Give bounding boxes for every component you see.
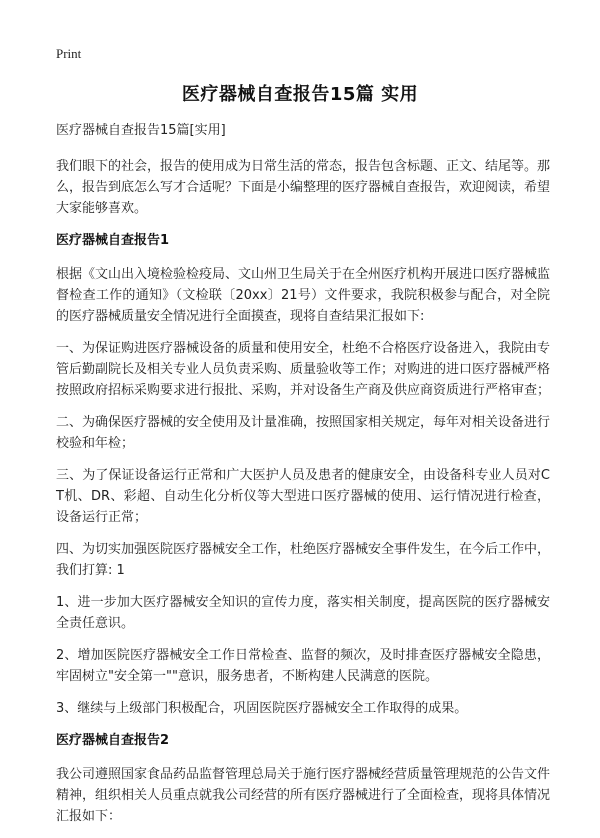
section-1-paragraph: 三、为了保证设备运行正常和广大医护人员及患者的健康安全，由设备科专业人员对CT机、DR、彩超、自动生化分析仪等大型进口医疗器械的使用、运行情况进行检查，设备运行正常； [56, 468, 550, 525]
section-1-paragraph: 1、进一步加大医疗器械安全知识的宣传力度，落实相关制度，提高医院的医疗器械安全责任意识。 [56, 595, 550, 631]
section-1-heading: 医疗器械自查报告1 [56, 233, 170, 248]
section-1-paragraph: 3、继续与上级部门积极配合，巩固医院医疗器械安全工作取得的成果。 [56, 701, 468, 716]
section-1-paragraph: 二、为确保医疗器械的安全使用及计量准确，按照国家相关规定，每年对相关设备进行校验和年检； [56, 415, 551, 451]
section-2-paragraph: 我公司遵照国家食品药品监督管理总局关于施行医疗器械经营质量管理规范的公告文件精神，组织相关人员重点就我公司经营的所有医疗器械进行了全面检查，现将具体情况汇报如下： [56, 767, 551, 824]
section-1-paragraph: 一、为保证购进医疗器械设备的质量和使用安全，杜绝不合格医疗设备进入，我院由专管后勤副院长及相关专业人员负责采购、质量验收等工作；对购进的进口医疗器械严格按照政府招标采购要求进行报批、采购，并对设备生产商及供应商资质进行严格审查； [56, 341, 551, 398]
intro-paragraph: 我们眼下的社会，报告的使用成为日常生活的常态，报告包含标题、正文、结尾等。那么，报告到底怎么写才合适呢？下面是小编整理的医疗器械自查报告，欢迎阅读，希望大家能够喜欢。 [56, 159, 551, 216]
document-body [56, 120, 550, 838]
document-subtitle: 医疗器械自查报告15篇[实用] [56, 123, 226, 138]
document-title: 医疗器械自查报告15篇 实用 [181, 84, 419, 105]
print-label: Print [56, 46, 82, 61]
section-1-paragraph: 2、增加医院医疗器械安全工作日常检查、监督的频次，及时排查医疗器械安全隐患，牢固树立"安全第一""意识，服务患者，不断构建人民满意的医院。 [56, 648, 550, 684]
section-2-heading: 医疗器械自查报告2 [56, 733, 170, 748]
section-1-paragraph: 四、为切实加强医院医疗器械安全工作，杜绝医疗器械安全事件发生，在今后工作中，我们打算: 1 [56, 542, 551, 578]
section-1-paragraph: 根据《文山出入境检验检疫局、文山州卫生局关于在全州医疗机构开展进口医疗器械监督检查工作的通知》（文检联〔20xx〕21号）文件要求，我院积极参与配合，对全院的医疗器械质量安全情况进行全面摸查，现将自查结果汇报如下: [56, 267, 551, 324]
